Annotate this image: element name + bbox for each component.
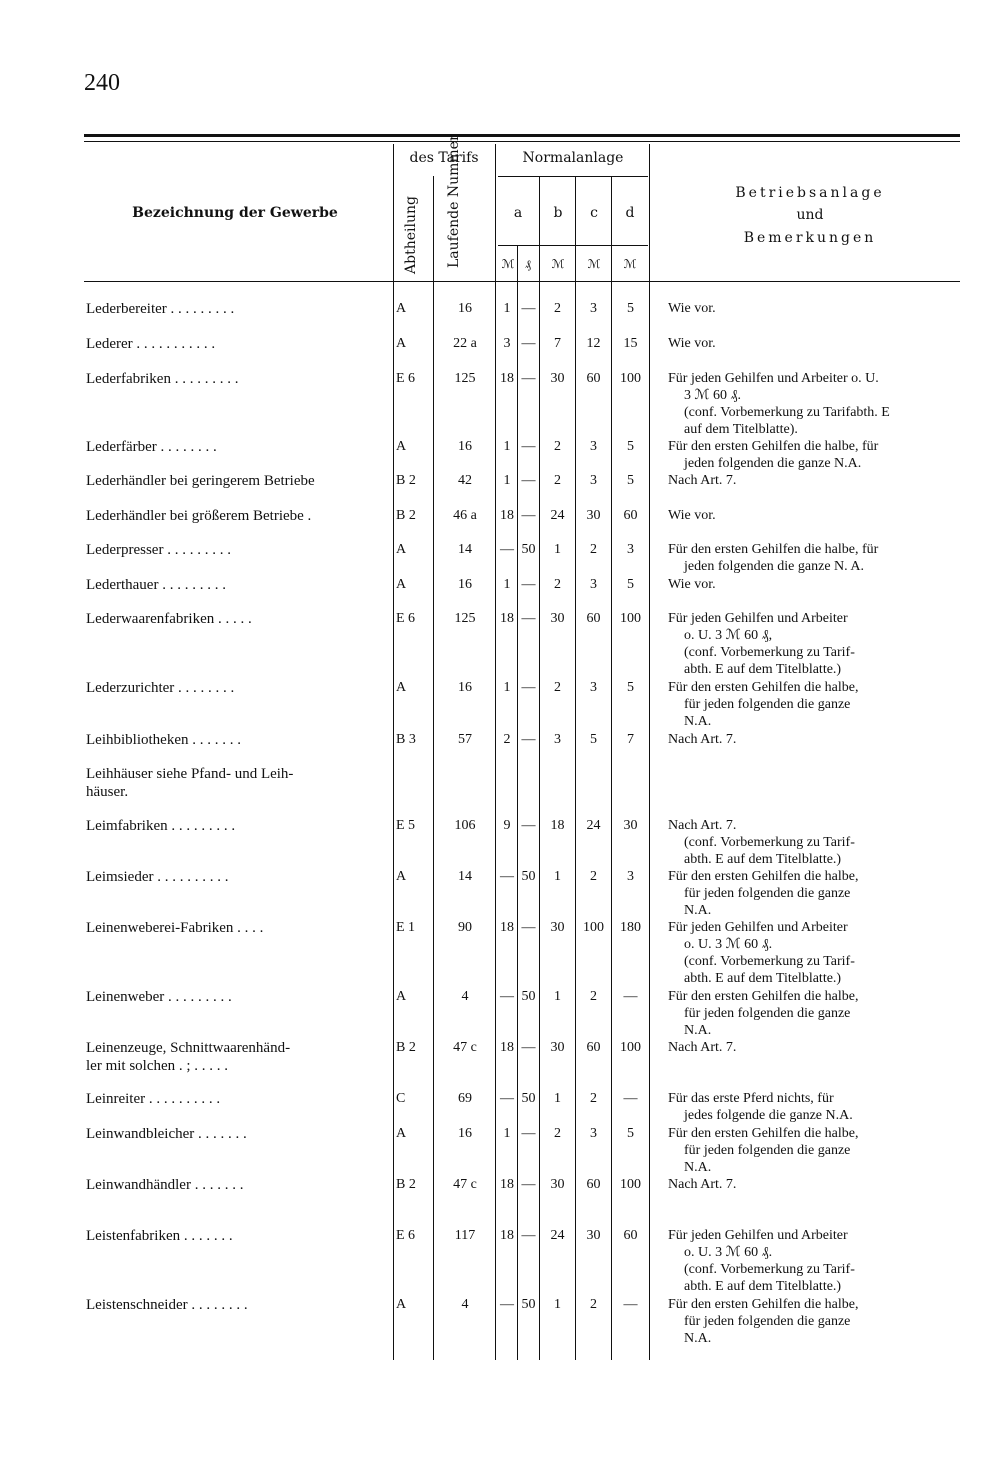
trade-name-line: Lederer . . . . . . . . . . .	[86, 336, 216, 352]
column-header-notes-2: und	[796, 207, 824, 223]
remarks-line: N.A.	[684, 714, 712, 729]
d-cell: 5	[627, 1126, 634, 1141]
remarks	[668, 679, 964, 730]
d-cell: 5	[627, 439, 634, 454]
b-cell: 30	[550, 920, 565, 935]
b-cell: 30	[550, 611, 565, 626]
remarks-line: Für jeden Gehilfen und Arbeiter	[668, 611, 848, 626]
remarks-line: Für jeden Gehilfen und Arbeiter	[668, 1228, 848, 1243]
abtheilung-cell: A	[396, 542, 407, 557]
trade-name	[86, 765, 386, 801]
d-cell: —	[623, 1091, 638, 1106]
b-cell: 2	[554, 439, 561, 454]
c-cell: 60	[586, 611, 601, 626]
a-pf-cell: —	[521, 336, 536, 351]
d-cell: 100	[620, 1040, 641, 1055]
d-cell: 5	[627, 473, 634, 488]
remarks	[668, 988, 964, 1039]
b-cell: 2	[554, 680, 561, 695]
a-pf-cell: —	[521, 818, 536, 833]
a-pf-cell: 50	[521, 1297, 536, 1312]
trade-name	[86, 919, 386, 937]
a-mark-cell: 1	[503, 439, 511, 454]
top-rule-thin	[84, 141, 960, 142]
grid-line	[649, 144, 650, 1360]
c-cell: 2	[590, 989, 597, 1004]
d-cell: 100	[620, 371, 641, 386]
remarks-line: Für den ersten Gehilfen die halbe,	[668, 680, 859, 695]
remarks	[668, 1125, 964, 1176]
remarks	[668, 507, 964, 524]
nummer-cell: 90	[458, 920, 472, 935]
nummer-cell: 16	[458, 439, 472, 454]
nummer-cell: 4	[461, 989, 469, 1004]
remarks-line: Wie vor.	[668, 508, 716, 523]
abtheilung-cell: A	[396, 336, 407, 351]
trade-name-line: Lederpresser . . . . . . . . .	[86, 542, 231, 558]
remarks-line: abth. E auf dem Titelblatte.)	[684, 1279, 842, 1294]
a-mark-cell: —	[500, 1297, 514, 1312]
c-cell: 5	[590, 732, 597, 747]
grid-line	[433, 176, 434, 1360]
column-header-name: Bezeichnung der Gewerbe	[132, 205, 338, 221]
abtheilung-cell: E 1	[396, 920, 416, 935]
nummer-cell: 57	[458, 732, 472, 747]
remarks-line: Nach Art. 7.	[668, 818, 737, 833]
trade-name	[86, 335, 386, 353]
trade-name-line: Lederzurichter . . . . . . . .	[86, 680, 235, 696]
remarks	[668, 1090, 964, 1124]
a-pf-cell: 50	[521, 542, 536, 557]
a-mark-cell: 18	[500, 611, 514, 626]
c-cell: 24	[586, 818, 601, 833]
trade-name	[86, 438, 386, 456]
unit-mark-b: ℳ	[551, 257, 565, 271]
header-rule	[84, 281, 960, 282]
trade-name	[86, 300, 386, 318]
remarks-line: 3 ℳ 60 ₰.	[684, 388, 741, 403]
remarks-line: (conf. Vorbemerkung zu Tarif-	[684, 645, 855, 660]
nummer-cell: 14	[458, 542, 472, 557]
a-pf-cell: —	[521, 1228, 536, 1243]
remarks-line: für jeden folgenden die ganze	[684, 886, 851, 901]
b-cell: 24	[550, 508, 565, 523]
trade-name-line: Lederhändler bei geringerem Betriebe	[86, 473, 315, 489]
remarks-line: Für den ersten Gehilfen die halbe, für	[668, 439, 879, 454]
abtheilung-cell: E 6	[396, 1228, 416, 1243]
abtheilung-cell: A	[396, 301, 407, 316]
nummer-cell: 14	[458, 869, 472, 884]
b-cell: 30	[550, 1177, 565, 1192]
c-cell: 100	[583, 920, 604, 935]
abtheilung-cell: A	[396, 680, 407, 695]
trade-name-line: Lederhändler bei größerem Betriebe .	[86, 508, 312, 524]
column-group-tarif: des Tarifs	[409, 150, 479, 166]
d-cell: 100	[620, 1177, 641, 1192]
a-pf-cell: 50	[521, 1091, 536, 1106]
remarks-line: abth. E auf dem Titelblatte.)	[684, 662, 842, 677]
remarks	[668, 610, 964, 678]
b-cell: 7	[554, 336, 561, 351]
remarks-line: Nach Art. 7.	[668, 1040, 737, 1055]
abtheilung-cell: A	[396, 869, 407, 884]
unit-mark-d: ℳ	[623, 257, 637, 271]
remarks-line: N.A.	[684, 903, 712, 918]
remarks-line: (conf. Vorbemerkung zu Tarifabth. E	[684, 405, 890, 420]
a-pf-cell: —	[521, 473, 536, 488]
c-cell: 2	[590, 869, 597, 884]
trade-name-line: Leistenschneider . . . . . . . .	[86, 1297, 248, 1313]
a-mark-cell: 1	[503, 301, 511, 316]
remarks-line: Wie vor.	[668, 336, 716, 351]
d-cell: 15	[623, 336, 638, 351]
remarks-line: für jeden folgenden die ganze	[684, 697, 851, 712]
trade-name-line: Leinwandhändler . . . . . . .	[86, 1177, 244, 1193]
trade-name	[86, 679, 386, 697]
remarks-line: Für den ersten Gehilfen die halbe,	[668, 1297, 859, 1312]
c-cell: 3	[590, 473, 597, 488]
nummer-cell: 42	[458, 473, 472, 488]
remarks	[668, 1296, 964, 1347]
abtheilung-cell: E 6	[396, 371, 416, 386]
grid-line	[393, 144, 394, 1360]
column-header-a: a	[513, 205, 523, 221]
trade-name	[86, 1125, 386, 1143]
trade-name	[86, 1039, 386, 1075]
remarks	[668, 370, 964, 438]
b-cell: 24	[550, 1228, 565, 1243]
nummer-cell: 16	[458, 680, 472, 695]
trade-name-line: Lederfärber . . . . . . . .	[86, 439, 217, 455]
a-pf-cell: —	[521, 732, 536, 747]
remarks	[668, 1227, 964, 1295]
remarks-line: (conf. Vorbemerkung zu Tarif-	[684, 1262, 855, 1277]
c-cell: 30	[586, 1228, 601, 1243]
column-header-b: b	[553, 205, 563, 221]
d-cell: 3	[627, 869, 634, 884]
nummer-cell: 16	[458, 1126, 472, 1141]
remarks-line: o. U. 3 ℳ 60 ₰,	[684, 628, 773, 643]
trade-name	[86, 1176, 386, 1194]
a-mark-cell: 2	[503, 732, 511, 747]
trade-name-line: häuser.	[86, 784, 129, 800]
abtheilung-cell: B 3	[396, 732, 416, 747]
abtheilung-cell: E 5	[396, 818, 416, 833]
abtheilung-cell: A	[396, 1126, 407, 1141]
trade-name-line: Leinenzeuge, Schnittwaarenhänd-	[86, 1040, 291, 1056]
trade-name	[86, 1296, 386, 1314]
remarks	[668, 817, 964, 868]
nummer-cell: 16	[458, 301, 472, 316]
trade-name	[86, 868, 386, 886]
trade-name-line: Leinwandbleicher . . . . . . .	[86, 1126, 247, 1142]
remarks-line: abth. E auf dem Titelblatte.)	[684, 971, 842, 986]
c-cell: 3	[590, 680, 597, 695]
abtheilung-cell: B 2	[396, 473, 416, 488]
remarks-line: Für den ersten Gehilfen die halbe,	[668, 1126, 859, 1141]
c-cell: 60	[586, 371, 601, 386]
column-header-c: c	[590, 205, 598, 221]
nummer-cell: 69	[458, 1091, 472, 1106]
c-cell: 3	[590, 577, 597, 592]
page-number: 240	[84, 70, 120, 96]
remarks	[668, 300, 964, 317]
c-cell: 30	[586, 508, 601, 523]
b-cell: 1	[554, 989, 561, 1004]
remarks-line: für jeden folgenden die ganze	[684, 1143, 851, 1158]
c-cell: 12	[586, 336, 601, 351]
remarks	[668, 1039, 964, 1056]
abtheilung-cell: A	[396, 1297, 407, 1312]
a-pf-cell: 50	[521, 989, 536, 1004]
remarks	[668, 576, 964, 593]
b-cell: 1	[554, 869, 561, 884]
grid-line	[495, 144, 496, 1360]
nummer-cell: 106	[454, 818, 476, 833]
a-mark-cell: 3	[503, 336, 511, 351]
nummer-cell: 47 c	[453, 1040, 477, 1055]
c-cell: 2	[590, 542, 597, 557]
trade-name	[86, 610, 386, 628]
b-cell: 2	[554, 473, 561, 488]
a-pf-cell: —	[521, 439, 536, 454]
d-cell: 60	[623, 508, 638, 523]
remarks	[668, 335, 964, 352]
a-mark-cell: 18	[500, 1040, 514, 1055]
b-cell: 2	[554, 301, 561, 316]
trade-name-line: Lederwaarenfabriken . . . . .	[86, 611, 252, 627]
remarks-line: Für den ersten Gehilfen die halbe, für	[668, 542, 879, 557]
d-cell: 7	[627, 732, 634, 747]
trade-name-line: Leinenweberei-Fabriken . . . .	[86, 920, 264, 936]
trade-name-line: Leimfabriken . . . . . . . . .	[86, 818, 236, 834]
a-mark-cell: 18	[500, 920, 514, 935]
nummer-cell: 125	[454, 611, 476, 626]
nummer-cell: 16	[458, 577, 472, 592]
a-pf-cell: —	[521, 577, 536, 592]
c-cell: 3	[590, 1126, 597, 1141]
d-cell: 3	[627, 542, 634, 557]
remarks-line: Nach Art. 7.	[668, 473, 737, 488]
d-cell: 5	[627, 301, 634, 316]
d-cell: 180	[620, 920, 641, 935]
trade-name-line: Lederbereiter . . . . . . . . .	[86, 301, 235, 317]
abtheilung-cell: B 2	[396, 1040, 416, 1055]
b-cell: 18	[550, 818, 565, 833]
d-cell: 60	[623, 1228, 638, 1243]
a-pf-cell: —	[521, 371, 536, 386]
b-cell: 1	[554, 1091, 561, 1106]
remarks-line: o. U. 3 ℳ 60 ₰.	[684, 937, 773, 952]
remarks-line: Nach Art. 7.	[668, 1177, 737, 1192]
remarks-line: Für das erste Pferd nichts, für	[668, 1091, 834, 1106]
remarks	[668, 438, 964, 472]
abtheilung-cell: B 2	[396, 508, 416, 523]
d-cell: 100	[620, 611, 641, 626]
nummer-cell: 117	[454, 1228, 476, 1243]
c-cell: 60	[586, 1177, 601, 1192]
trade-name	[86, 576, 386, 594]
a-pf-cell: —	[521, 508, 536, 523]
a-pf-cell: —	[521, 611, 536, 626]
column-header-abtheilung: Abtheilung	[403, 196, 419, 274]
a-pf-cell: 50	[521, 869, 536, 884]
remarks-line: N.A.	[684, 1023, 712, 1038]
remarks-line: jedes folgende die ganze N.A.	[684, 1108, 853, 1123]
trade-name	[86, 507, 386, 525]
remarks-line: Für den ersten Gehilfen die halbe,	[668, 989, 859, 1004]
trade-name-line: ler mit solchen . ; . . . . .	[86, 1058, 229, 1074]
nummer-cell: 46 a	[453, 508, 477, 523]
a-mark-cell: —	[500, 989, 514, 1004]
abtheilung-cell: A	[396, 439, 407, 454]
remarks-line: Für jeden Gehilfen und Arbeiter	[668, 920, 848, 935]
remarks-line: für jeden folgenden die ganze	[684, 1314, 851, 1329]
column-header-d: d	[625, 205, 635, 221]
header-subrule-normal	[498, 176, 648, 177]
abtheilung-cell: E 6	[396, 611, 416, 626]
remarks	[668, 541, 964, 575]
a-pf-cell: —	[521, 301, 536, 316]
a-pf-cell: —	[521, 1126, 536, 1141]
a-mark-cell: —	[500, 542, 514, 557]
remarks-line: (conf. Vorbemerkung zu Tarif-	[684, 954, 855, 969]
d-cell: 5	[627, 680, 634, 695]
b-cell: 30	[550, 1040, 565, 1055]
a-mark-cell: 1	[503, 680, 511, 695]
a-mark-cell: 1	[503, 473, 511, 488]
c-cell: 3	[590, 439, 597, 454]
remarks-line: N.A.	[684, 1331, 712, 1346]
remarks-line: abth. E auf dem Titelblatte.)	[684, 852, 842, 867]
trade-name	[86, 541, 386, 559]
a-mark-cell: —	[500, 869, 514, 884]
abtheilung-cell: B 2	[396, 1177, 416, 1192]
remarks	[668, 472, 964, 489]
trade-name-line: Leihhäuser siehe Pfand- und Leih-	[86, 766, 294, 782]
abtheilung-cell: A	[396, 989, 407, 1004]
a-mark-cell: 18	[500, 1228, 514, 1243]
trade-name-line: Leihbibliotheken . . . . . . .	[86, 732, 241, 748]
a-mark-cell: 18	[500, 371, 514, 386]
remarks	[668, 919, 964, 987]
c-cell: 2	[590, 1297, 597, 1312]
remarks-line: auf dem Titelblatte).	[684, 422, 798, 437]
d-cell: 5	[627, 577, 634, 592]
nummer-cell: 47 c	[453, 1177, 477, 1192]
a-mark-cell: 1	[503, 577, 511, 592]
a-mark-cell: —	[500, 1091, 514, 1106]
trade-name-line: Leinreiter . . . . . . . . . .	[86, 1091, 221, 1107]
top-rule	[84, 134, 960, 137]
c-cell: 2	[590, 1091, 597, 1106]
a-mark-cell: 9	[503, 818, 511, 833]
remarks-line: Nach Art. 7.	[668, 732, 737, 747]
remarks-line: (conf. Vorbemerkung zu Tarif-	[684, 835, 855, 850]
unit-pf-a: ₰	[525, 257, 531, 271]
trade-name	[86, 988, 386, 1006]
trade-name-line: Lederthauer . . . . . . . . .	[86, 577, 226, 593]
b-cell: 2	[554, 1126, 561, 1141]
trade-name-line: Leistenfabriken . . . . . . .	[86, 1228, 233, 1244]
unit-mark-c: ℳ	[587, 257, 601, 271]
trade-name-line: Leinenweber . . . . . . . . .	[86, 989, 232, 1005]
remarks-line: jeden folgenden die ganze N. A.	[684, 559, 864, 574]
nummer-cell: 4	[461, 1297, 469, 1312]
a-pf-cell: —	[521, 1177, 536, 1192]
column-header-notes-1: Betriebsanlage	[735, 185, 885, 201]
a-mark-cell: 18	[500, 1177, 514, 1192]
a-pf-cell: —	[521, 920, 536, 935]
trade-name-line: Lederfabriken . . . . . . . . .	[86, 371, 239, 387]
remarks-line: N.A.	[684, 1160, 712, 1175]
remarks	[668, 731, 964, 748]
a-pf-cell: —	[521, 680, 536, 695]
d-cell: —	[623, 989, 638, 1004]
abtheilung-cell: C	[396, 1091, 406, 1106]
a-mark-cell: 18	[500, 508, 514, 523]
trade-name	[86, 472, 386, 490]
b-cell: 1	[554, 542, 561, 557]
a-mark-cell: 1	[503, 1126, 511, 1141]
b-cell: 1	[554, 1297, 561, 1312]
trade-name-line: Leimsieder . . . . . . . . . .	[86, 869, 229, 885]
nummer-cell: 22 a	[453, 336, 477, 351]
header-subrule-units	[498, 245, 648, 246]
remarks-line: Für jeden Gehilfen und Arbeiter o. U.	[668, 371, 879, 386]
trade-name	[86, 1227, 386, 1245]
trade-name	[86, 370, 386, 388]
trade-name	[86, 817, 386, 835]
b-cell: 2	[554, 577, 561, 592]
remarks-line: Wie vor.	[668, 301, 716, 316]
remarks-line: o. U. 3 ℳ 60 ₰.	[684, 1245, 773, 1260]
column-group-normalanlage: Normalanlage	[522, 150, 624, 166]
nummer-cell: 125	[454, 371, 476, 386]
unit-mark-a: ℳ	[501, 257, 515, 271]
column-header-nummer: Laufende Nummer	[446, 134, 462, 268]
c-cell: 3	[590, 301, 597, 316]
column-header-notes-3: Bemerkungen	[743, 230, 877, 246]
b-cell: 3	[554, 732, 561, 747]
a-pf-cell: —	[521, 1040, 536, 1055]
trade-name	[86, 731, 386, 749]
c-cell: 60	[586, 1040, 601, 1055]
remarks	[668, 1176, 964, 1193]
remarks-line: jeden folgenden die ganze N.A.	[684, 456, 862, 471]
remarks-line: für jeden folgenden die ganze	[684, 1006, 851, 1021]
d-cell: 30	[623, 818, 638, 833]
remarks	[668, 868, 964, 919]
trade-name	[86, 1090, 386, 1108]
b-cell: 30	[550, 371, 565, 386]
abtheilung-cell: A	[396, 577, 407, 592]
remarks-line: Wie vor.	[668, 577, 716, 592]
d-cell: —	[623, 1297, 638, 1312]
remarks-line: Für den ersten Gehilfen die halbe,	[668, 869, 859, 884]
